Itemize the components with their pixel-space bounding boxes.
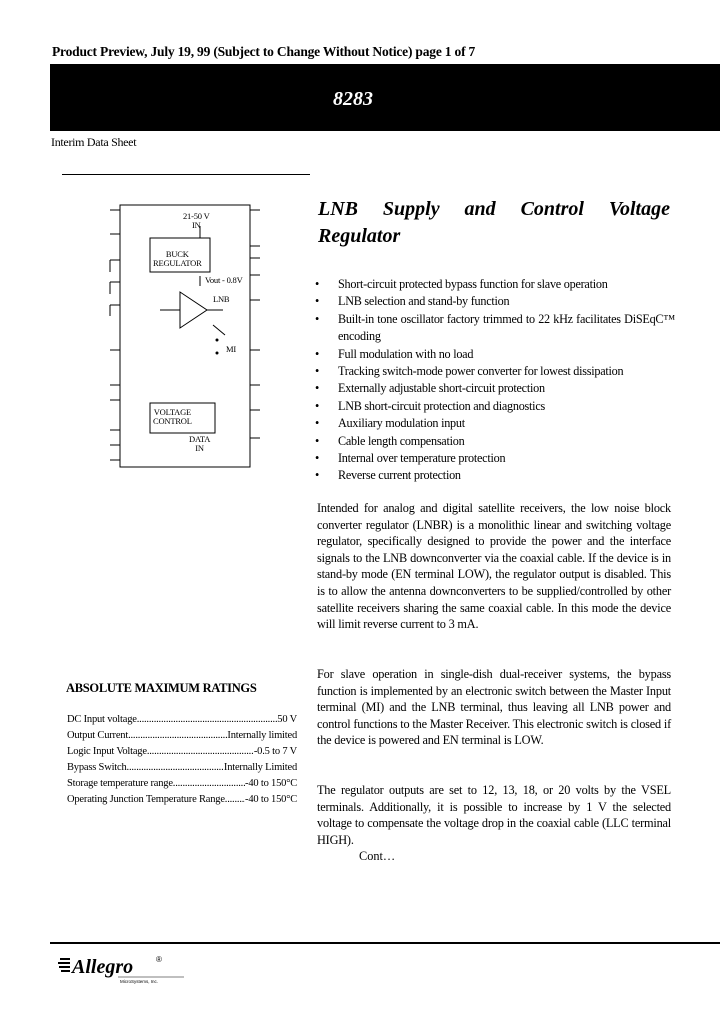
rating-row: Storage temperature range ..... -40 to 150°C bbox=[67, 776, 297, 792]
voltage-control-label: VOLTAGE CONTROL bbox=[153, 407, 192, 426]
doc-type-label: Interim Data Sheet bbox=[51, 135, 137, 149]
continued-label: Cont… bbox=[359, 849, 396, 863]
title-line-1: LNB Supply and Control Voltage bbox=[318, 198, 670, 220]
feature-item: • Full modulation with no load bbox=[315, 346, 474, 361]
feature-item: • Internal over temperature protection bbox=[315, 451, 506, 466]
bypass-paragraph: For slave operation in single-dish dual-receiver systems, the bypass function is implemented by an electronic switch between the Master Input terminal (MI) and the LNB terminal, thus leaving all LNB power and control functions to the Master Receiver. This electronic switch is closed if the device is powered and EN terminal is LOW. bbox=[317, 667, 671, 748]
feature-item: • Externally adjustable short-circuit protection bbox=[315, 381, 545, 396]
rating-row: Bypass Switch ..... Internally Limited bbox=[67, 760, 297, 776]
description-paragraph: Intended for analog and digital satellite receivers, the low noise block converter regulator (LNBR) is a monolithic linear and switching voltage regulator, specifically designed to provide the power and the interface signals to the LNB downconverter via the coaxial cable. If the device is in stand-by mode (EN terminal LOW), the regulator output is disabled. This is to allow the antenna downconverters to be supplied/controlled by other satellite receivers sharing the same coaxial cable. In this mode the device will limit reverse current to 3 mA. bbox=[317, 501, 671, 632]
title-bar bbox=[50, 64, 720, 131]
feature-item: • Cable length compensation bbox=[315, 433, 465, 448]
ratings-title: ABSOLUTE MAXIMUM RATINGS bbox=[66, 681, 257, 695]
output-voltage-paragraph: The regulator outputs are set to 12, 13, 18, or 20 volts by the VSEL terminals. Additionally, it is possible to increase by 1 V the selected voltage to compensate the voltage drop in the coaxial cable (LLC terminal HIGH). bbox=[317, 783, 671, 847]
allegro-logo bbox=[58, 950, 188, 984]
supply-label: 21-50 V IN bbox=[183, 211, 210, 230]
svg-text:®: ® bbox=[156, 955, 162, 964]
rating-row: Operating Junction Temperature Range ..... -40 to 150°C bbox=[67, 792, 297, 808]
feature-item: • Tracking switch-mode power converter for lowest dissipation bbox=[315, 364, 624, 379]
rating-row: Logic Input Voltage ..... -0.5 to 7 V bbox=[67, 744, 297, 760]
svg-text:Allegro: Allegro bbox=[72, 956, 134, 978]
footer-rule bbox=[50, 942, 720, 944]
ratings-table bbox=[67, 712, 297, 808]
data-in-label: DATA IN bbox=[189, 434, 211, 453]
rating-row: DC Input voltage ..... 50 V bbox=[67, 712, 297, 728]
feature-item: • Short-circuit protected bypass function for slave operation bbox=[315, 277, 608, 291]
title-line-2: Regulator bbox=[318, 225, 401, 247]
feature-item: • Built-in tone oscillator factory trimmed to 22 kHz facilitates DiSEqC™ encoding bbox=[315, 311, 675, 344]
vout-label: Vout - 0.8V bbox=[205, 275, 243, 285]
feature-item: • Auxiliary modulation input bbox=[315, 416, 465, 431]
svg-text:MicroSystems, Inc.: MicroSystems, Inc. bbox=[120, 979, 159, 984]
block-diagram-lines bbox=[105, 200, 275, 470]
part-number: 8283 bbox=[333, 88, 373, 110]
feature-item: • LNB selection and stand-by function bbox=[315, 294, 510, 309]
main-title bbox=[318, 196, 670, 250]
rating-row: Output Current ..... Internally limited bbox=[67, 728, 297, 744]
product-preview-line: Product Preview, July 19, 99 (Subject to Change Without Notice) page 1 of 7 bbox=[52, 44, 476, 59]
buck-regulator-label: BUCK REGULATOR bbox=[153, 249, 202, 268]
feature-item: • LNB short-circuit protection and diagnostics bbox=[315, 398, 545, 413]
lnb-output-label: LNB bbox=[213, 294, 230, 304]
allegro-logo-graphic bbox=[58, 950, 188, 984]
feature-list bbox=[315, 276, 675, 485]
mi-label: MI bbox=[226, 344, 236, 354]
divider bbox=[62, 174, 310, 175]
feature-item: • Reverse current protection bbox=[315, 468, 461, 483]
block-diagram bbox=[105, 200, 275, 470]
